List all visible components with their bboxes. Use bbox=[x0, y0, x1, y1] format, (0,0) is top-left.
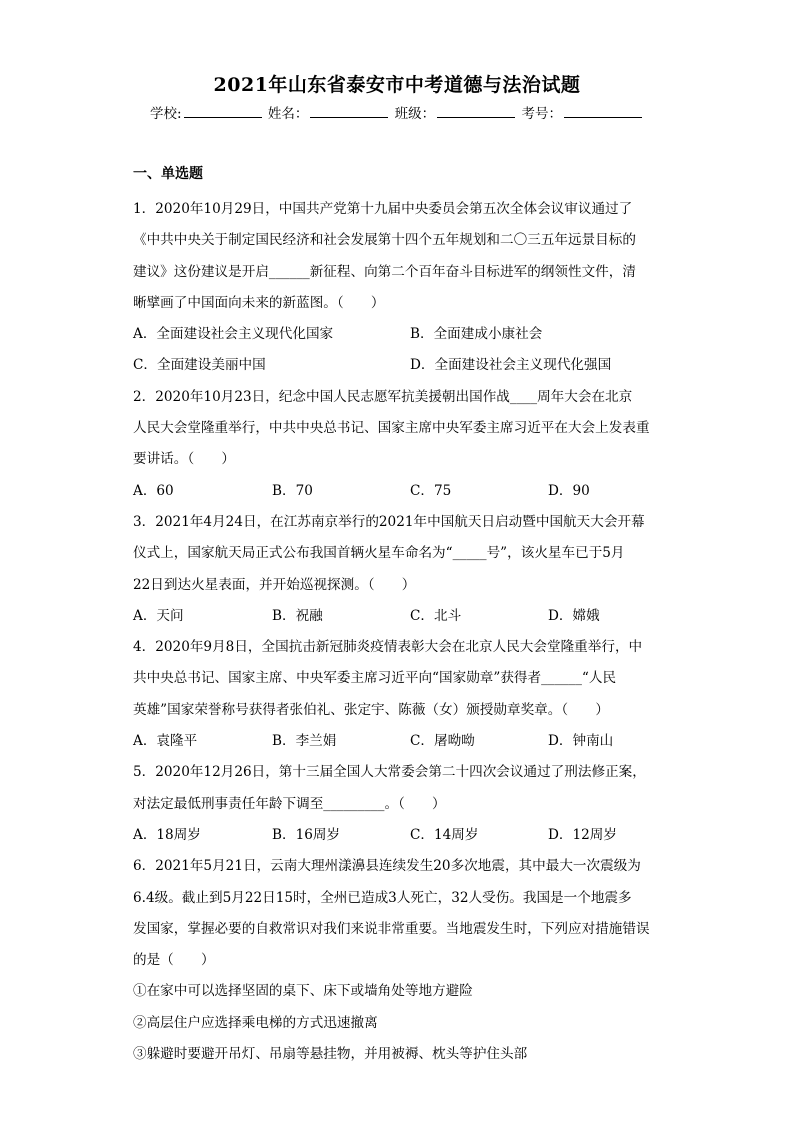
answer-option[interactable]: C．全面建设美丽中国 bbox=[133, 357, 266, 374]
answer-option[interactable]: B．70 bbox=[272, 482, 313, 499]
question-text-line: 4．2020年9月8日，全国抗击新冠肺炎疫情表彰大会在北京人民大会堂隆重举行，中 bbox=[133, 639, 643, 656]
question-3 bbox=[133, 507, 673, 632]
question-text-line: 2．2020年10月23日，纪念中国人民志愿军抗美援朝出国作战____周年大会在北京 bbox=[133, 388, 633, 405]
answer-option[interactable]: D．90 bbox=[548, 482, 590, 499]
school-label: 学校: bbox=[150, 106, 182, 122]
answer-option[interactable]: C．14周岁 bbox=[410, 826, 479, 843]
option-row bbox=[133, 350, 673, 381]
answer-option[interactable]: D．钟南山 bbox=[548, 733, 614, 750]
answer-option[interactable]: B．李兰娟 bbox=[272, 733, 337, 750]
question-text-line: 发国家，掌握必要的自救常识对我们来说非常重要。当地震发生时，下列应对措施错误 bbox=[133, 920, 650, 937]
answer-option[interactable]: A．18周岁 bbox=[133, 826, 201, 843]
question-text-line: 6.4级。截止到5月22日15时，全州已造成3人死亡，32人受伤。我国是一个地震多 bbox=[133, 889, 632, 906]
question-1 bbox=[133, 194, 673, 382]
answer-option[interactable]: B．祝融 bbox=[272, 607, 323, 624]
page-title: 2021年山东省泰安市中考道德与法治试题 bbox=[213, 74, 581, 96]
exam-no-blank[interactable] bbox=[564, 103, 642, 118]
name-blank[interactable] bbox=[310, 103, 388, 118]
answer-option[interactable]: C．屠呦呦 bbox=[410, 733, 475, 750]
question-text-line: 22日到达火星表面，并开始巡视探测。（ ） bbox=[133, 576, 416, 593]
exam-no-label: 考号： bbox=[521, 106, 562, 122]
answer-option[interactable]: A．天问 bbox=[133, 607, 184, 624]
question-6 bbox=[133, 851, 673, 1070]
question-4 bbox=[133, 632, 673, 757]
question-text-line: 5．2020年12月26日，第十三届全国人大常委会第二十四次会议通过了刑法修正案， bbox=[133, 764, 646, 781]
answer-option[interactable]: C．75 bbox=[410, 482, 452, 499]
question-text-line: ③躲避时要避开吊灯、吊扇等悬挂物，并用被褥、枕头等护住头部 bbox=[133, 1046, 528, 1063]
option-row bbox=[133, 820, 673, 851]
question-text-line: 6．2021年5月21日，云南大理州漾濞县连续发生20多次地震，其中最大一次震级为 bbox=[133, 858, 641, 875]
answer-option[interactable]: B．16周岁 bbox=[272, 826, 341, 843]
option-row bbox=[133, 726, 673, 757]
option-row bbox=[133, 319, 673, 350]
name-label: 姓名： bbox=[267, 106, 309, 122]
question-text-line: 晰擘画了中国面向未来的新蓝图。（ ） bbox=[133, 294, 385, 311]
question-text-line: 人民大会堂隆重举行，中共中央总书记、国家主席中央军委主席习近平在大会上发表重 bbox=[133, 420, 650, 437]
question-text-line: 3．2021年4月24日，在江苏南京举行的2021年中国航天日启动暨中国航天大会开幕 bbox=[133, 513, 645, 530]
answer-option[interactable]: B．全面建成小康社会 bbox=[410, 326, 543, 343]
section-title: 一、单选题 bbox=[133, 166, 203, 182]
question-text-line: 建议》这份建议是开启______新征程、向第二个百年奋斗目标进军的纲领性文件，清 bbox=[133, 263, 636, 280]
question-text-line: 仪式上，国家航天局正式公布我国首辆火星车命名为“_____号”，该火星车已于5月 bbox=[133, 545, 625, 562]
question-text-line: ②高层住户应选择乘电梯的方式迅速撤离 bbox=[133, 1014, 378, 1031]
answer-option[interactable]: A．60 bbox=[133, 482, 174, 499]
answer-option[interactable]: C．北斗 bbox=[410, 607, 462, 624]
question-text-line: 共中央总书记、国家主席、中央军委主席习近平向“国家勋章”获得者______“人民 bbox=[133, 670, 617, 687]
answer-option[interactable]: D．12周岁 bbox=[548, 826, 617, 843]
class-label: 班级： bbox=[394, 106, 436, 122]
answer-option[interactable]: A．袁隆平 bbox=[133, 733, 198, 750]
question-text-line: 的是（ ） bbox=[133, 952, 215, 969]
answer-option[interactable]: A．全面建设社会主义现代化国家 bbox=[133, 326, 334, 343]
answer-option[interactable]: D．全面建设社会主义现代化强国 bbox=[410, 357, 612, 374]
question-text-line: 英雄”国家荣誉称号获得者张伯礼、张定宇、陈薇（女）颁授勋章奖章。（ ） bbox=[133, 701, 609, 718]
question-2 bbox=[133, 382, 673, 507]
question-text-line: 对法定最低刑事责任年龄下调至_________。（ ） bbox=[133, 795, 446, 812]
question-text-line: 《中共中央关于制定国民经济和社会发展第十四个五年规划和二〇三五年远景目标的 bbox=[133, 232, 636, 249]
answer-option[interactable]: D．嫦娥 bbox=[548, 607, 600, 624]
student-info-row bbox=[0, 102, 794, 122]
question-text-line: ①在家中可以选择坚固的桌下、床下或墙角处等地方避险 bbox=[133, 983, 473, 1000]
option-row bbox=[133, 601, 673, 632]
class-blank[interactable] bbox=[437, 103, 515, 118]
question-5 bbox=[133, 757, 673, 851]
question-text-line: 1．2020年10月29日，中国共产党第十九届中央委员会第五次全体会议审议通过了 bbox=[133, 201, 633, 217]
question-text-line: 要讲话。（ ） bbox=[133, 451, 235, 468]
question-list bbox=[133, 163, 673, 1070]
option-row bbox=[133, 476, 673, 507]
school-blank[interactable] bbox=[184, 103, 262, 118]
